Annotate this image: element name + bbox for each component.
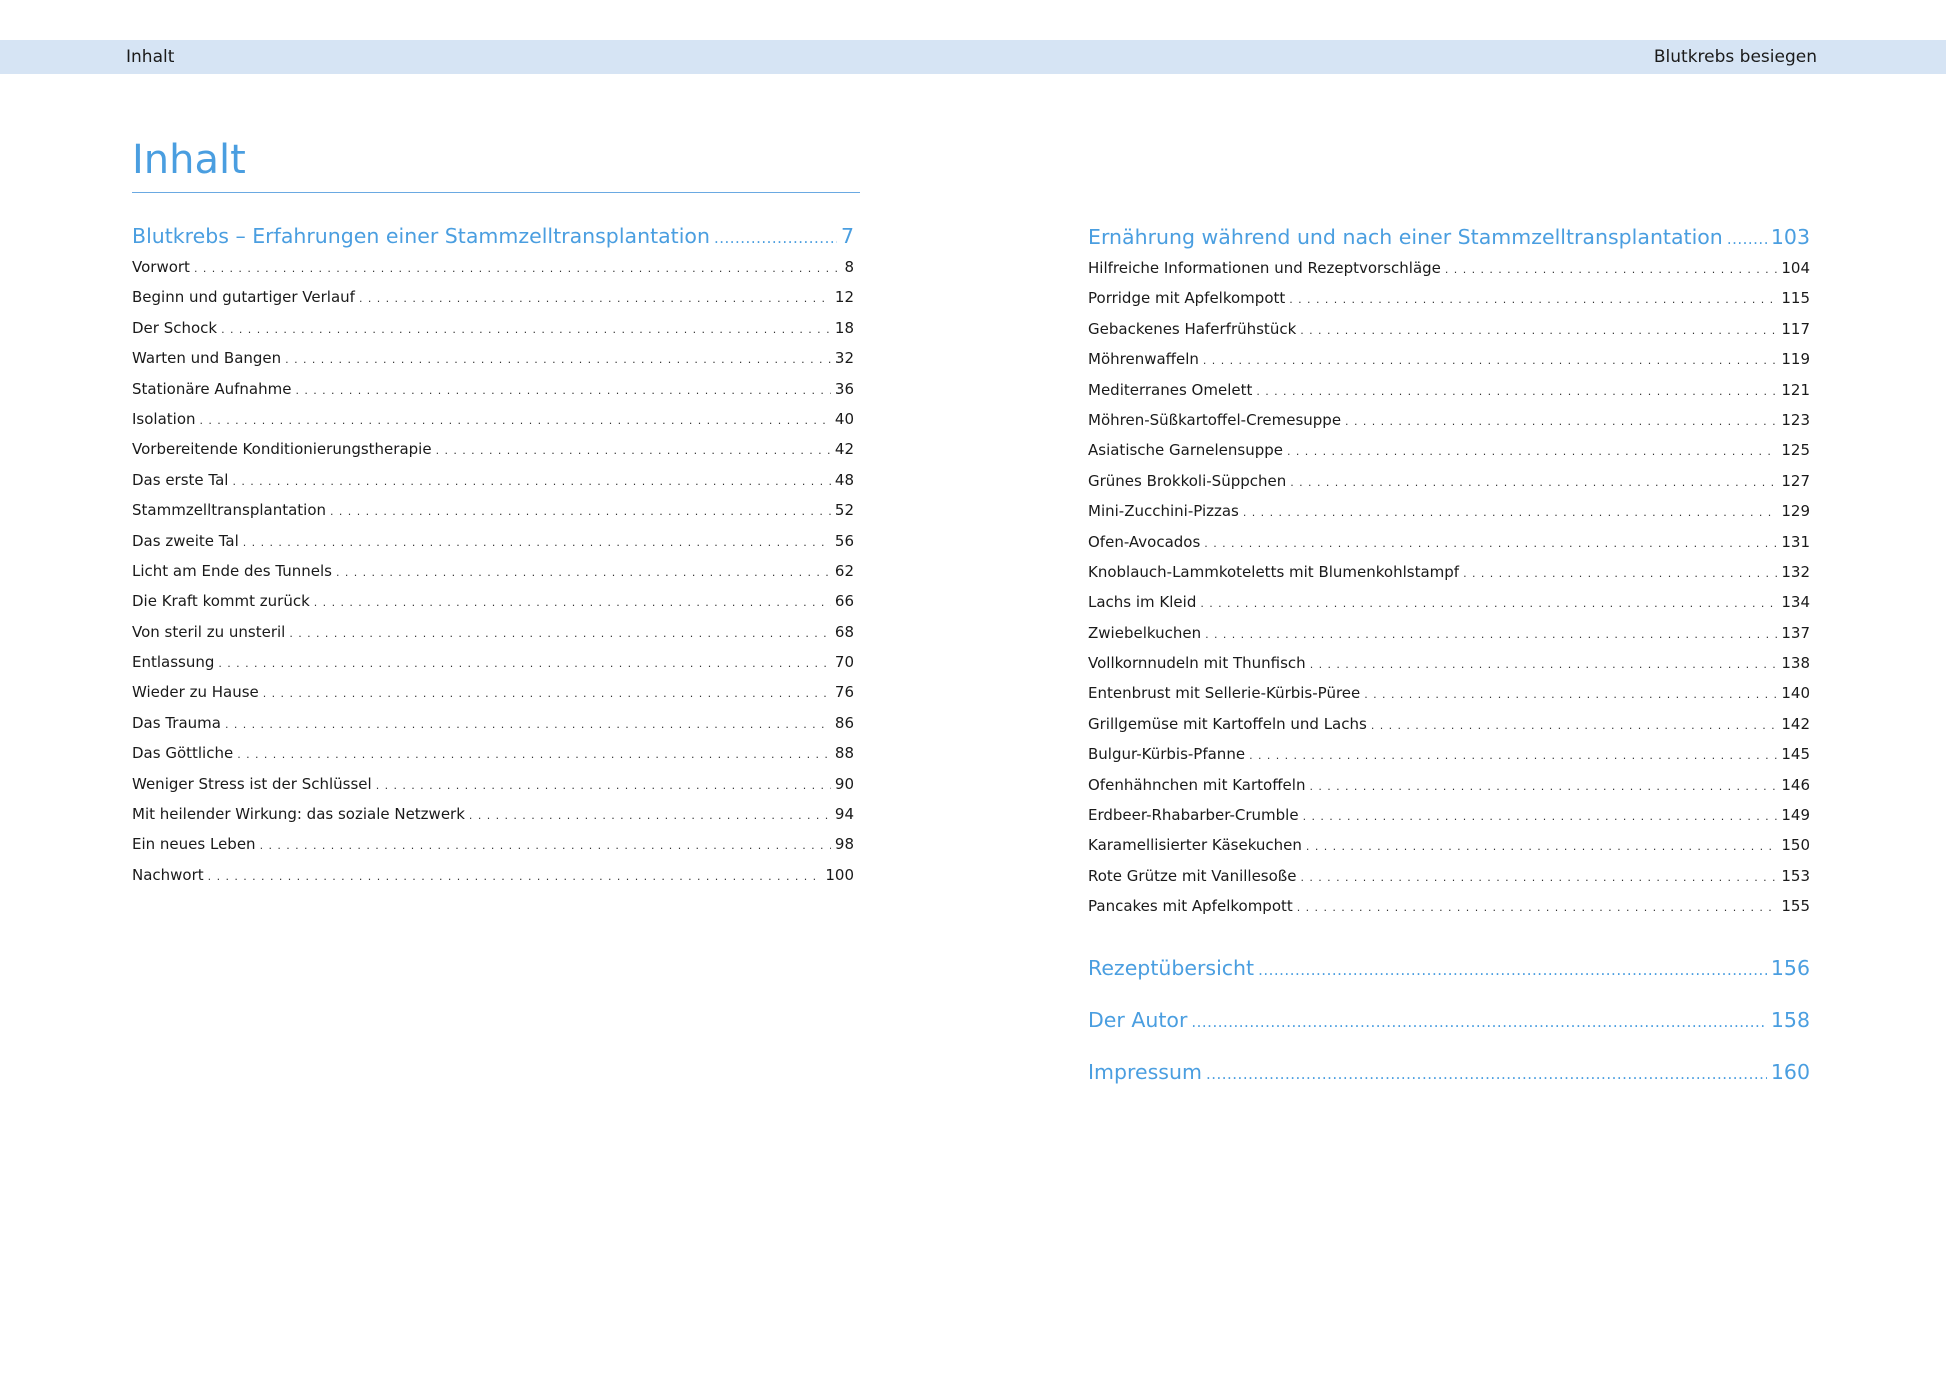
toc-entry-page-number: 146 [1781, 775, 1810, 794]
toc-entry-title: Karamellisierter Käsekuchen [1088, 836, 1302, 855]
toc-entry-page-number: 131 [1781, 532, 1810, 551]
toc-entry-page-number: 68 [834, 622, 854, 641]
dot-leader [208, 862, 822, 892]
toc-entry[interactable] [132, 769, 854, 799]
dot-leader [1287, 437, 1777, 467]
toc-entry-title: Ofenhähnchen mit Kartoffeln [1088, 775, 1306, 794]
toc-entry-title: Wieder zu Hause [132, 683, 259, 702]
toc-entry[interactable] [1088, 405, 1810, 435]
toc-entry-title: Bulgur-Kürbis-Pfanne [1088, 745, 1246, 764]
toc-entry-page-number: 149 [1781, 806, 1810, 825]
dot-leader [1345, 407, 1777, 437]
running-header-right: Blutkrebs besiegen [1653, 47, 1817, 67]
toc-section-heading-title: Ernährung während und nach einer Stammzelltransplantation [1088, 225, 1723, 249]
dot-leader [436, 436, 831, 466]
toc-entry-title: Gebackenes Haferfrühstück [1088, 319, 1297, 338]
dot-leader [469, 801, 831, 831]
toc-entry-title: Licht am Ende des Tunnels [132, 561, 332, 580]
toc-entry[interactable] [132, 738, 854, 768]
dot-leader [714, 222, 837, 254]
toc-entry[interactable] [1088, 618, 1810, 648]
dot-leader [336, 558, 831, 588]
toc-section-heading-title: Blutkrebs – Erfahrungen einer Stammzelltransplantation [132, 224, 710, 248]
toc-entry-title: Das erste Tal [132, 470, 229, 489]
toc-entry[interactable] [1088, 375, 1810, 405]
toc-entry-title: Möhren-Süßkartoffel-Cremesuppe [1088, 410, 1342, 429]
toc-entry-title: Stammzelltransplantation [132, 501, 327, 520]
toc-entry-title: Vorwort [132, 258, 190, 276]
toc-entry-page-number: 86 [834, 713, 854, 732]
toc-entry-page-number: 76 [834, 683, 854, 702]
toc-entry-title: Vorbereitende Konditionierungstherapie [132, 440, 432, 459]
toc-entry[interactable] [1088, 800, 1810, 830]
toc-entry-title: Pancakes mit Apfelkompott [1088, 897, 1293, 916]
toc-entry-page-number: 98 [834, 835, 854, 854]
toc-entry-title: Knoblauch-Lammkoteletts mit Blumenkohlstampf [1088, 562, 1460, 581]
toc-entry[interactable] [1088, 709, 1810, 739]
toc-entry-page-number: 155 [1781, 897, 1810, 916]
toc-entry-title: Möhrenwaffeln [1088, 350, 1199, 369]
dot-leader [1256, 377, 1777, 407]
toc-entry[interactable] [1088, 739, 1810, 769]
toc-entry-title: Von steril zu unsteril [132, 622, 286, 641]
toc-entry-title: Isolation [132, 409, 196, 428]
toc-entry[interactable] [1088, 830, 1810, 860]
toc-entry[interactable] [1088, 587, 1810, 617]
toc-entry-title: Mediterranes Omelett [1088, 380, 1253, 399]
toc-entry-page-number: 115 [1781, 289, 1810, 308]
toc-entry-page-number: 8 [844, 258, 854, 276]
toc-entry-page-number: 142 [1781, 714, 1810, 733]
toc-entry[interactable] [132, 526, 854, 556]
toc-entry-page-number: 134 [1781, 593, 1810, 612]
toc-entry-page-number: 32 [834, 349, 854, 368]
toc-entry[interactable] [1088, 253, 1810, 283]
toc-entry-title: Mini-Zucchini-Pizzas [1088, 502, 1239, 521]
toc-entry-page-number: 48 [834, 470, 854, 489]
title-underline [132, 192, 860, 193]
toc-left-column [132, 220, 854, 890]
toc-section-heading-title: Impressum [1088, 1059, 1202, 1084]
toc-entry-page-number: 145 [1781, 745, 1810, 764]
dot-leader [1206, 1048, 1767, 1100]
toc-entry-page-number: 12 [834, 288, 854, 307]
dot-leader [1309, 772, 1777, 802]
dot-leader [1289, 285, 1777, 315]
toc-entry-page-number: 70 [834, 653, 854, 672]
toc-entry-page-number: 140 [1781, 684, 1810, 703]
dot-leader [1300, 316, 1777, 346]
toc-entry-title: Das Trauma [132, 713, 221, 732]
toc-entry[interactable] [1088, 891, 1810, 921]
toc-entry-page-number: 52 [834, 501, 854, 520]
dot-leader [1364, 680, 1777, 710]
toc-entry-page-number: 94 [834, 805, 854, 824]
toc-entry[interactable] [132, 313, 854, 343]
dot-leader [260, 831, 831, 861]
toc-entry[interactable] [1088, 314, 1810, 344]
dot-leader [1297, 893, 1778, 923]
toc-section-heading-page-number: 103 [1770, 225, 1810, 249]
toc-entry-page-number: 56 [834, 531, 854, 550]
toc-entry[interactable] [1088, 678, 1810, 708]
toc-entry-title: Ein neues Leben [132, 835, 256, 854]
toc-entry[interactable] [132, 404, 854, 434]
toc-section-heading-page-number: 158 [1770, 1007, 1810, 1032]
toc-section-heading[interactable] [1088, 221, 1810, 253]
dot-leader [218, 649, 831, 679]
dot-leader [1303, 802, 1778, 832]
dot-leader [1371, 711, 1778, 741]
dot-leader [359, 284, 831, 314]
toc-entry-title: Rote Grütze mit Vanillesoße [1088, 866, 1297, 885]
dot-leader [200, 406, 831, 436]
dot-leader [1204, 529, 1777, 559]
toc-entry-title: Grünes Brokkoli-Süppchen [1088, 471, 1287, 490]
toc-entry-title: Das Göttliche [132, 744, 234, 763]
toc-entry-page-number: 42 [834, 440, 854, 459]
toc-entry[interactable] [132, 586, 854, 616]
toc-entry-page-number: 90 [834, 774, 854, 793]
toc-entry[interactable] [132, 343, 854, 373]
toc-entry-page-number: 117 [1781, 319, 1810, 338]
dot-leader [1463, 559, 1777, 589]
dot-leader [285, 345, 831, 375]
toc-entry-title: Die Kraft kommt zurück [132, 592, 310, 611]
toc-entry-page-number: 66 [834, 592, 854, 611]
toc-entry-page-number: 125 [1781, 441, 1810, 460]
toc-entry-page-number: 150 [1781, 836, 1810, 855]
toc-entry-title: Nachwort [132, 865, 204, 884]
toc-entry-title: Der Schock [132, 318, 218, 337]
toc-entry-title: Grillgemüse mit Kartoffeln und Lachs [1088, 714, 1367, 733]
dot-leader [1243, 498, 1777, 528]
toc-entry-title: Warten und Bangen [132, 349, 282, 368]
toc-entry-title: Porridge mit Apfelkompott [1088, 289, 1286, 308]
toc-entry[interactable] [1088, 648, 1810, 678]
toc-entry-page-number: 123 [1781, 410, 1810, 429]
toc-entry[interactable] [1088, 861, 1810, 891]
dot-leader [376, 771, 831, 801]
toc-entry-title: Stationäre Aufnahme [132, 379, 292, 398]
toc-entry-page-number: 119 [1781, 350, 1810, 369]
toc-entry[interactable] [132, 677, 854, 707]
toc-entry-page-number: 62 [834, 561, 854, 580]
toc-entry-page-number: 36 [834, 379, 854, 398]
dot-leader [314, 588, 831, 618]
toc-entry-title: Erdbeer-Rhabarber-Crumble [1088, 806, 1299, 825]
toc-entry-page-number: 40 [834, 409, 854, 428]
dot-leader [1205, 620, 1777, 650]
dot-leader [1203, 346, 1777, 376]
toc-extra-sections [1088, 942, 1810, 1098]
toc-right-column [1088, 221, 1810, 1098]
toc-entry-page-number: 132 [1781, 562, 1810, 581]
dot-leader [1310, 650, 1778, 680]
toc-section-heading-title: Der Autor [1088, 1007, 1188, 1032]
toc-entry[interactable] [132, 282, 854, 312]
dot-leader [232, 467, 830, 497]
toc-section-heading[interactable] [1088, 942, 1810, 994]
toc-entry[interactable] [1088, 527, 1810, 557]
dot-leader [225, 710, 831, 740]
toc-entry-title: Entlassung [132, 653, 215, 672]
toc-entry-title: Hilfreiche Informationen und Rezeptvorschläge [1088, 259, 1441, 277]
dot-leader [1300, 863, 1777, 893]
toc-entry[interactable] [1088, 344, 1810, 374]
toc-entry-title: Beginn und gutartiger Verlauf [132, 288, 355, 307]
toc-entry-page-number: 121 [1781, 380, 1810, 399]
dot-leader [295, 376, 830, 406]
dot-leader [194, 254, 841, 284]
toc-entry-page-number: 127 [1781, 471, 1810, 490]
toc-entry-title: Mit heilender Wirkung: das soziale Netzwerk [132, 805, 465, 824]
toc-entry-page-number: 104 [1781, 259, 1810, 277]
toc-entry-title: Ofen-Avocados [1088, 532, 1201, 551]
toc-entry-page-number: 138 [1781, 654, 1810, 673]
dot-leader [237, 740, 831, 770]
page-title: Inhalt [132, 137, 246, 183]
dot-leader [330, 497, 831, 527]
toc-entry-page-number: 100 [825, 865, 854, 884]
dot-leader [1191, 996, 1766, 1048]
toc-section-heading-page-number: 160 [1770, 1059, 1810, 1084]
toc-section-heading-page-number: 7 [840, 224, 854, 248]
dot-leader [289, 619, 831, 649]
toc-entry-title: Das zweite Tal [132, 531, 239, 550]
toc-entry-page-number: 129 [1781, 502, 1810, 521]
toc-entry[interactable] [132, 799, 854, 829]
toc-entry[interactable] [132, 465, 854, 495]
toc-entry-page-number: 88 [834, 744, 854, 763]
toc-section-heading-title: Rezeptübersicht [1088, 955, 1255, 980]
dot-leader [1249, 741, 1777, 771]
dot-leader [221, 315, 831, 345]
toc-section-heading-page-number: 156 [1770, 955, 1810, 980]
toc-entry-title: Entenbrust mit Sellerie-Kürbis-Püree [1088, 684, 1361, 703]
toc-entry-title: Vollkornnudeln mit Thunfisch [1088, 654, 1306, 673]
toc-entry-title: Zwiebelkuchen [1088, 623, 1202, 642]
dot-leader [1306, 832, 1777, 862]
toc-section-heading[interactable] [132, 220, 854, 252]
toc-entry[interactable] [1088, 557, 1810, 587]
toc-entry[interactable] [1088, 283, 1810, 313]
dot-leader [243, 528, 831, 558]
toc-entry-page-number: 18 [834, 318, 854, 337]
dot-leader [1200, 589, 1777, 619]
toc-entry[interactable] [1088, 466, 1810, 496]
toc-entry[interactable] [132, 252, 854, 282]
toc-entry-page-number: 153 [1781, 866, 1810, 885]
dot-leader [1445, 255, 1777, 285]
toc-entry-title: Lachs im Kleid [1088, 593, 1197, 612]
dot-leader [1727, 223, 1767, 255]
dot-leader [1258, 944, 1767, 996]
toc-entry[interactable] [132, 556, 854, 586]
toc-entry[interactable] [1088, 496, 1810, 526]
toc-entry-title: Asiatische Garnelensuppe [1088, 441, 1283, 460]
toc-entry[interactable] [132, 374, 854, 404]
toc-section-heading[interactable] [1088, 1046, 1810, 1098]
dot-leader [263, 679, 831, 709]
running-header [0, 40, 1946, 74]
toc-entry[interactable] [132, 434, 854, 464]
toc-section-heading[interactable] [1088, 994, 1810, 1046]
toc-entry[interactable] [132, 829, 854, 859]
dot-leader [1290, 468, 1777, 498]
toc-entry-title: Weniger Stress ist der Schlüssel [132, 774, 372, 793]
toc-entry[interactable] [132, 708, 854, 738]
toc-entry[interactable] [132, 617, 854, 647]
toc-entry[interactable] [1088, 770, 1810, 800]
running-header-left: Inhalt [126, 47, 175, 67]
toc-entry-page-number: 137 [1781, 623, 1810, 642]
toc-entry[interactable] [132, 495, 854, 525]
toc-entry[interactable] [132, 647, 854, 677]
toc-entry[interactable] [1088, 435, 1810, 465]
toc-entry[interactable] [132, 860, 854, 890]
